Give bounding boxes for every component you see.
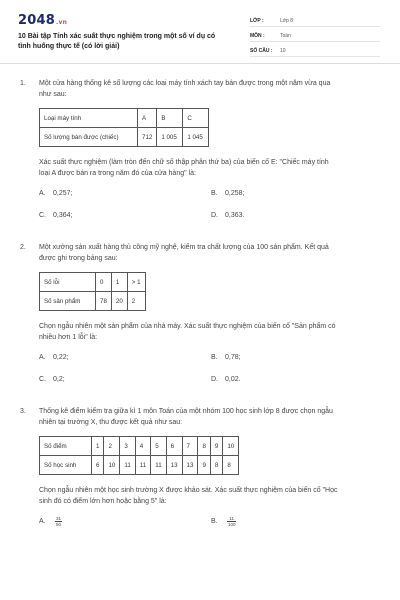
table-row xyxy=(40,128,209,147)
option-letter: D. xyxy=(211,212,218,219)
fraction-numerator: 11 xyxy=(227,516,237,522)
question-text xyxy=(39,242,384,264)
option-a[interactable] xyxy=(39,516,62,527)
table-cell: 8 xyxy=(210,456,222,475)
question-text-line: Một cửa hàng thống kê số lượng các loại máy tính xách tay bán được trong một năm vừa qua xyxy=(39,80,331,87)
prompt-line: loại A được bán ra trong năm đó của cửa hàng" là: xyxy=(39,170,196,177)
table-cell: A xyxy=(138,109,157,128)
option-d[interactable] xyxy=(211,374,241,385)
prompt-line: sinh đó có điểm lớn hơn hoặc bằng 5" là: xyxy=(39,498,167,505)
question-1 xyxy=(20,78,384,232)
option-b[interactable] xyxy=(211,516,236,527)
data-table xyxy=(39,272,146,311)
table-cell: 7 xyxy=(182,437,198,456)
prompt-line: Chọn ngẫu nhiên một sản phẩm của nhà máy. Xác suất thực nghiệm của biến cố "Sản phẩm có xyxy=(39,323,336,330)
table-cell: 10 xyxy=(104,456,120,475)
table-cell: 1 005 xyxy=(157,128,183,147)
option-b[interactable] xyxy=(211,352,241,363)
table-row xyxy=(40,273,146,292)
table-cell: 4 xyxy=(135,437,150,456)
questions-content xyxy=(20,78,384,560)
question-text xyxy=(39,406,384,428)
meta-label: SỐ CÂU : xyxy=(250,47,273,54)
question-number: 3. xyxy=(20,408,26,415)
question-text xyxy=(39,78,384,100)
page-header xyxy=(0,0,400,64)
table-cell: 712 xyxy=(138,128,157,147)
option-text: 0,22; xyxy=(53,354,69,361)
table-row xyxy=(40,109,209,128)
question-number: 1. xyxy=(20,80,26,87)
prompt-line: Chọn ngẫu nhiên một học sinh trường X được khảo sát. Xác suất thực nghiệm của biến cố "Học xyxy=(39,487,338,494)
option-a[interactable] xyxy=(39,188,72,199)
table-cell: 6 xyxy=(92,456,104,475)
option-letter: D. xyxy=(211,376,218,383)
question-3 xyxy=(20,406,384,560)
table-cell: 13 xyxy=(166,456,182,475)
table-cell: 1 xyxy=(111,273,127,292)
table-cell: 9 xyxy=(210,437,222,456)
meta-label: LỚP : xyxy=(250,17,264,24)
table-cell: 9 xyxy=(198,456,210,475)
prompt-line: Xác suất thực nghiệm (làm tròn đến chữ số thập phân thứ ba) của biến cố E: "Chiếc máy tính xyxy=(39,159,329,166)
answer-options xyxy=(39,516,384,560)
table-cell: C xyxy=(183,109,209,128)
option-letter: A. xyxy=(39,518,46,526)
table-cell: B xyxy=(157,109,183,128)
table-cell: 8 xyxy=(198,437,210,456)
question-prompt xyxy=(39,485,384,507)
question-text-line: như sau: xyxy=(39,91,67,98)
table-row xyxy=(40,437,239,456)
option-letter: C. xyxy=(39,212,46,219)
table-cell: 11 xyxy=(135,456,150,475)
option-d[interactable] xyxy=(211,210,244,221)
document-title xyxy=(18,32,250,51)
table-cell: Số sản phẩm xyxy=(40,292,96,311)
question-prompt xyxy=(39,157,384,179)
question-text-line: được ghi trong bảng sau: xyxy=(39,255,118,262)
table-cell: 11 xyxy=(120,456,135,475)
meta-label: MÔN : xyxy=(250,32,265,39)
table-cell: Số học sinh xyxy=(40,456,92,475)
table-row xyxy=(40,456,239,475)
table-cell: 3 xyxy=(120,437,135,456)
meta-row-subject xyxy=(250,30,380,42)
table-cell: 8 xyxy=(223,456,239,475)
option-text: 0,364; xyxy=(53,212,73,219)
table-row xyxy=(40,292,146,311)
option-letter: B. xyxy=(211,354,218,361)
question-prompt xyxy=(39,321,384,343)
prompt-line: nhiều hơn 1 lỗi" là: xyxy=(39,334,98,341)
data-table xyxy=(39,108,209,147)
question-text-line: Một xưởng sản xuất hàng thủ công mỹ nghệ, kiểm tra chất lượng của 100 sản phẩm. Kết quả xyxy=(39,244,329,251)
table-cell: 0 xyxy=(96,273,112,292)
table-cell: 11 xyxy=(151,456,166,475)
table-cell: Số điểm xyxy=(40,437,92,456)
option-text: 0,78; xyxy=(225,354,241,361)
option-letter: B. xyxy=(211,190,218,197)
table-cell: Số lượng bán được (chiếc) xyxy=(40,128,138,147)
meta-value: Lớp 8 xyxy=(280,17,294,24)
fraction xyxy=(227,516,237,527)
table-cell: > 1 xyxy=(127,273,145,292)
logo-main: 2048 xyxy=(18,13,55,28)
fraction-denominator: 100 xyxy=(227,522,236,527)
question-2 xyxy=(20,242,384,396)
document-meta xyxy=(250,15,380,60)
option-c[interactable] xyxy=(39,374,65,385)
table-cell: Loại máy tính xyxy=(40,109,138,128)
question-text-line: Thống kê điểm kiểm tra giữa kì 1 môn Toán của một nhóm 100 học sinh lớp 8 được chọn ngẫu xyxy=(39,408,333,415)
table-cell: 6 xyxy=(166,437,182,456)
option-c[interactable] xyxy=(39,210,72,221)
table-cell: 1 xyxy=(92,437,104,456)
option-a[interactable] xyxy=(39,352,69,363)
option-letter: C. xyxy=(39,376,46,383)
fraction-numerator: 31 xyxy=(55,516,61,521)
answer-options xyxy=(39,352,384,396)
table-cell: 2 xyxy=(104,437,120,456)
option-text: 0,257; xyxy=(53,190,73,197)
option-letter: A. xyxy=(39,190,46,197)
table-cell: 10 xyxy=(223,437,239,456)
meta-value: Toán xyxy=(280,32,291,39)
table-cell: 1 045 xyxy=(183,128,209,147)
question-text-line: nhiên tại trường X, thu được kết quả như sau: xyxy=(39,419,183,426)
option-letter: A. xyxy=(39,354,46,361)
meta-value: 10 xyxy=(280,47,286,54)
fraction xyxy=(55,516,62,527)
option-letter: B. xyxy=(211,518,218,526)
data-table xyxy=(39,436,239,475)
table-cell: Số lỗi xyxy=(40,273,96,292)
meta-row-count xyxy=(250,45,380,57)
option-text: 0,2; xyxy=(53,376,65,383)
table-cell: 78 xyxy=(96,292,112,311)
title-line-1: 10 Bài tập Tính xác suất thực nghiệm trong một số ví dụ có xyxy=(18,33,216,40)
table-cell: 20 xyxy=(111,292,127,311)
title-line-2: tình huống thực tế (có lời giải) xyxy=(18,42,120,50)
option-text: 0,02. xyxy=(225,376,241,383)
option-text: 0,258; xyxy=(225,190,245,197)
option-text: 0,363. xyxy=(225,212,245,219)
table-cell: 13 xyxy=(182,456,198,475)
meta-row-class xyxy=(250,15,380,27)
fraction-denominator: 50 xyxy=(55,522,61,527)
table-cell: 5 xyxy=(151,437,166,456)
logo-suffix: .vn xyxy=(55,19,68,26)
answer-options xyxy=(39,188,384,232)
table-cell: 2 xyxy=(127,292,145,311)
question-number: 2. xyxy=(20,244,26,251)
site-logo[interactable] xyxy=(18,13,67,28)
option-b[interactable] xyxy=(211,188,244,199)
